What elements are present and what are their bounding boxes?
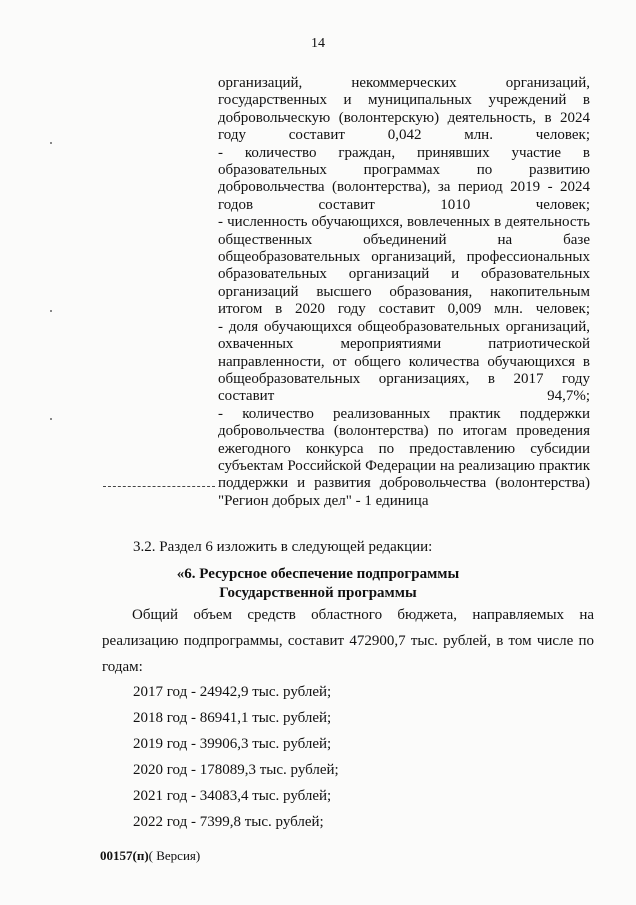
scan-mark [50, 142, 52, 144]
section-intro: 3.2. Раздел 6 изложить в следующей редакции: [133, 539, 433, 555]
footer-version: ( Версия) [148, 848, 201, 863]
section-heading-line1: «6. Ресурсное обеспечение подпрограммы [176, 566, 460, 582]
year-line: 2022 год - 7399,8 тыс. рублей; [133, 814, 324, 830]
funding-text: Общий объем средств областного бюджета, направляемых на реализацию подпрограммы, составит 472900,7 тыс. рублей, в том числе по годам: [102, 607, 594, 675]
funding-paragraph [102, 602, 594, 680]
year-line: 2019 год - 39906,3 тыс. рублей; [133, 736, 332, 752]
year-line: 2021 год - 34083,4 тыс. рублей; [133, 788, 332, 804]
indicator-paragraph: - доля обучающихся общеобразовательных организаций, охваченных мероприятиями патриотической направленности, от общего количества обучающихся в общеобразовательных организациях, в 2017 году составит 94,7%; [218, 318, 590, 405]
indicator-paragraph: - численность обучающихся, вовлеченных в деятельность общественных объединений на базе общеобразовательных организаций, профессиональных образовательных организаций и образовательных организаций высшего образования, накопительным итогом в 2020 году составит 0,009 млн. человек; [218, 214, 590, 318]
indicator-paragraph: - количество реализованных практик поддержки добровольчества (волонтерства) по итогам проведения ежегодного конкурса по предоставлению субсидии субъектам Российской Федерации на реализацию практик поддержки и развития добровольчества (волонтерства) "Регион добрых дел" - 1 единица [218, 405, 590, 509]
indicator-paragraph: - количество граждан, принявших участие в образовательных программах по развитию добровольчества (волонтерства), за период 2019 - 2024 годов составит 1010 человек; [218, 144, 590, 213]
year-line: 2020 год - 178089,3 тыс. рублей; [133, 762, 339, 778]
indicators-column [218, 75, 590, 510]
indicator-paragraph: организаций, некоммерческих организаций, государственных и муниципальных учреждений в добровольческую (волонтерскую) деятельность, в 2024 году составит 0,042 млн. человек; [218, 75, 590, 144]
section-heading-line2: Государственной программы [219, 585, 417, 601]
scan-mark [50, 418, 52, 420]
year-line: 2017 год - 24942,9 тыс. рублей; [133, 684, 332, 700]
scan-dash-line [103, 486, 215, 487]
footer-code: 00157(п) [100, 848, 149, 863]
scan-mark [50, 310, 52, 312]
page-number: 14 [311, 36, 325, 51]
document-footer [100, 848, 200, 864]
year-line: 2018 год - 86941,1 тыс. рублей; [133, 710, 332, 726]
